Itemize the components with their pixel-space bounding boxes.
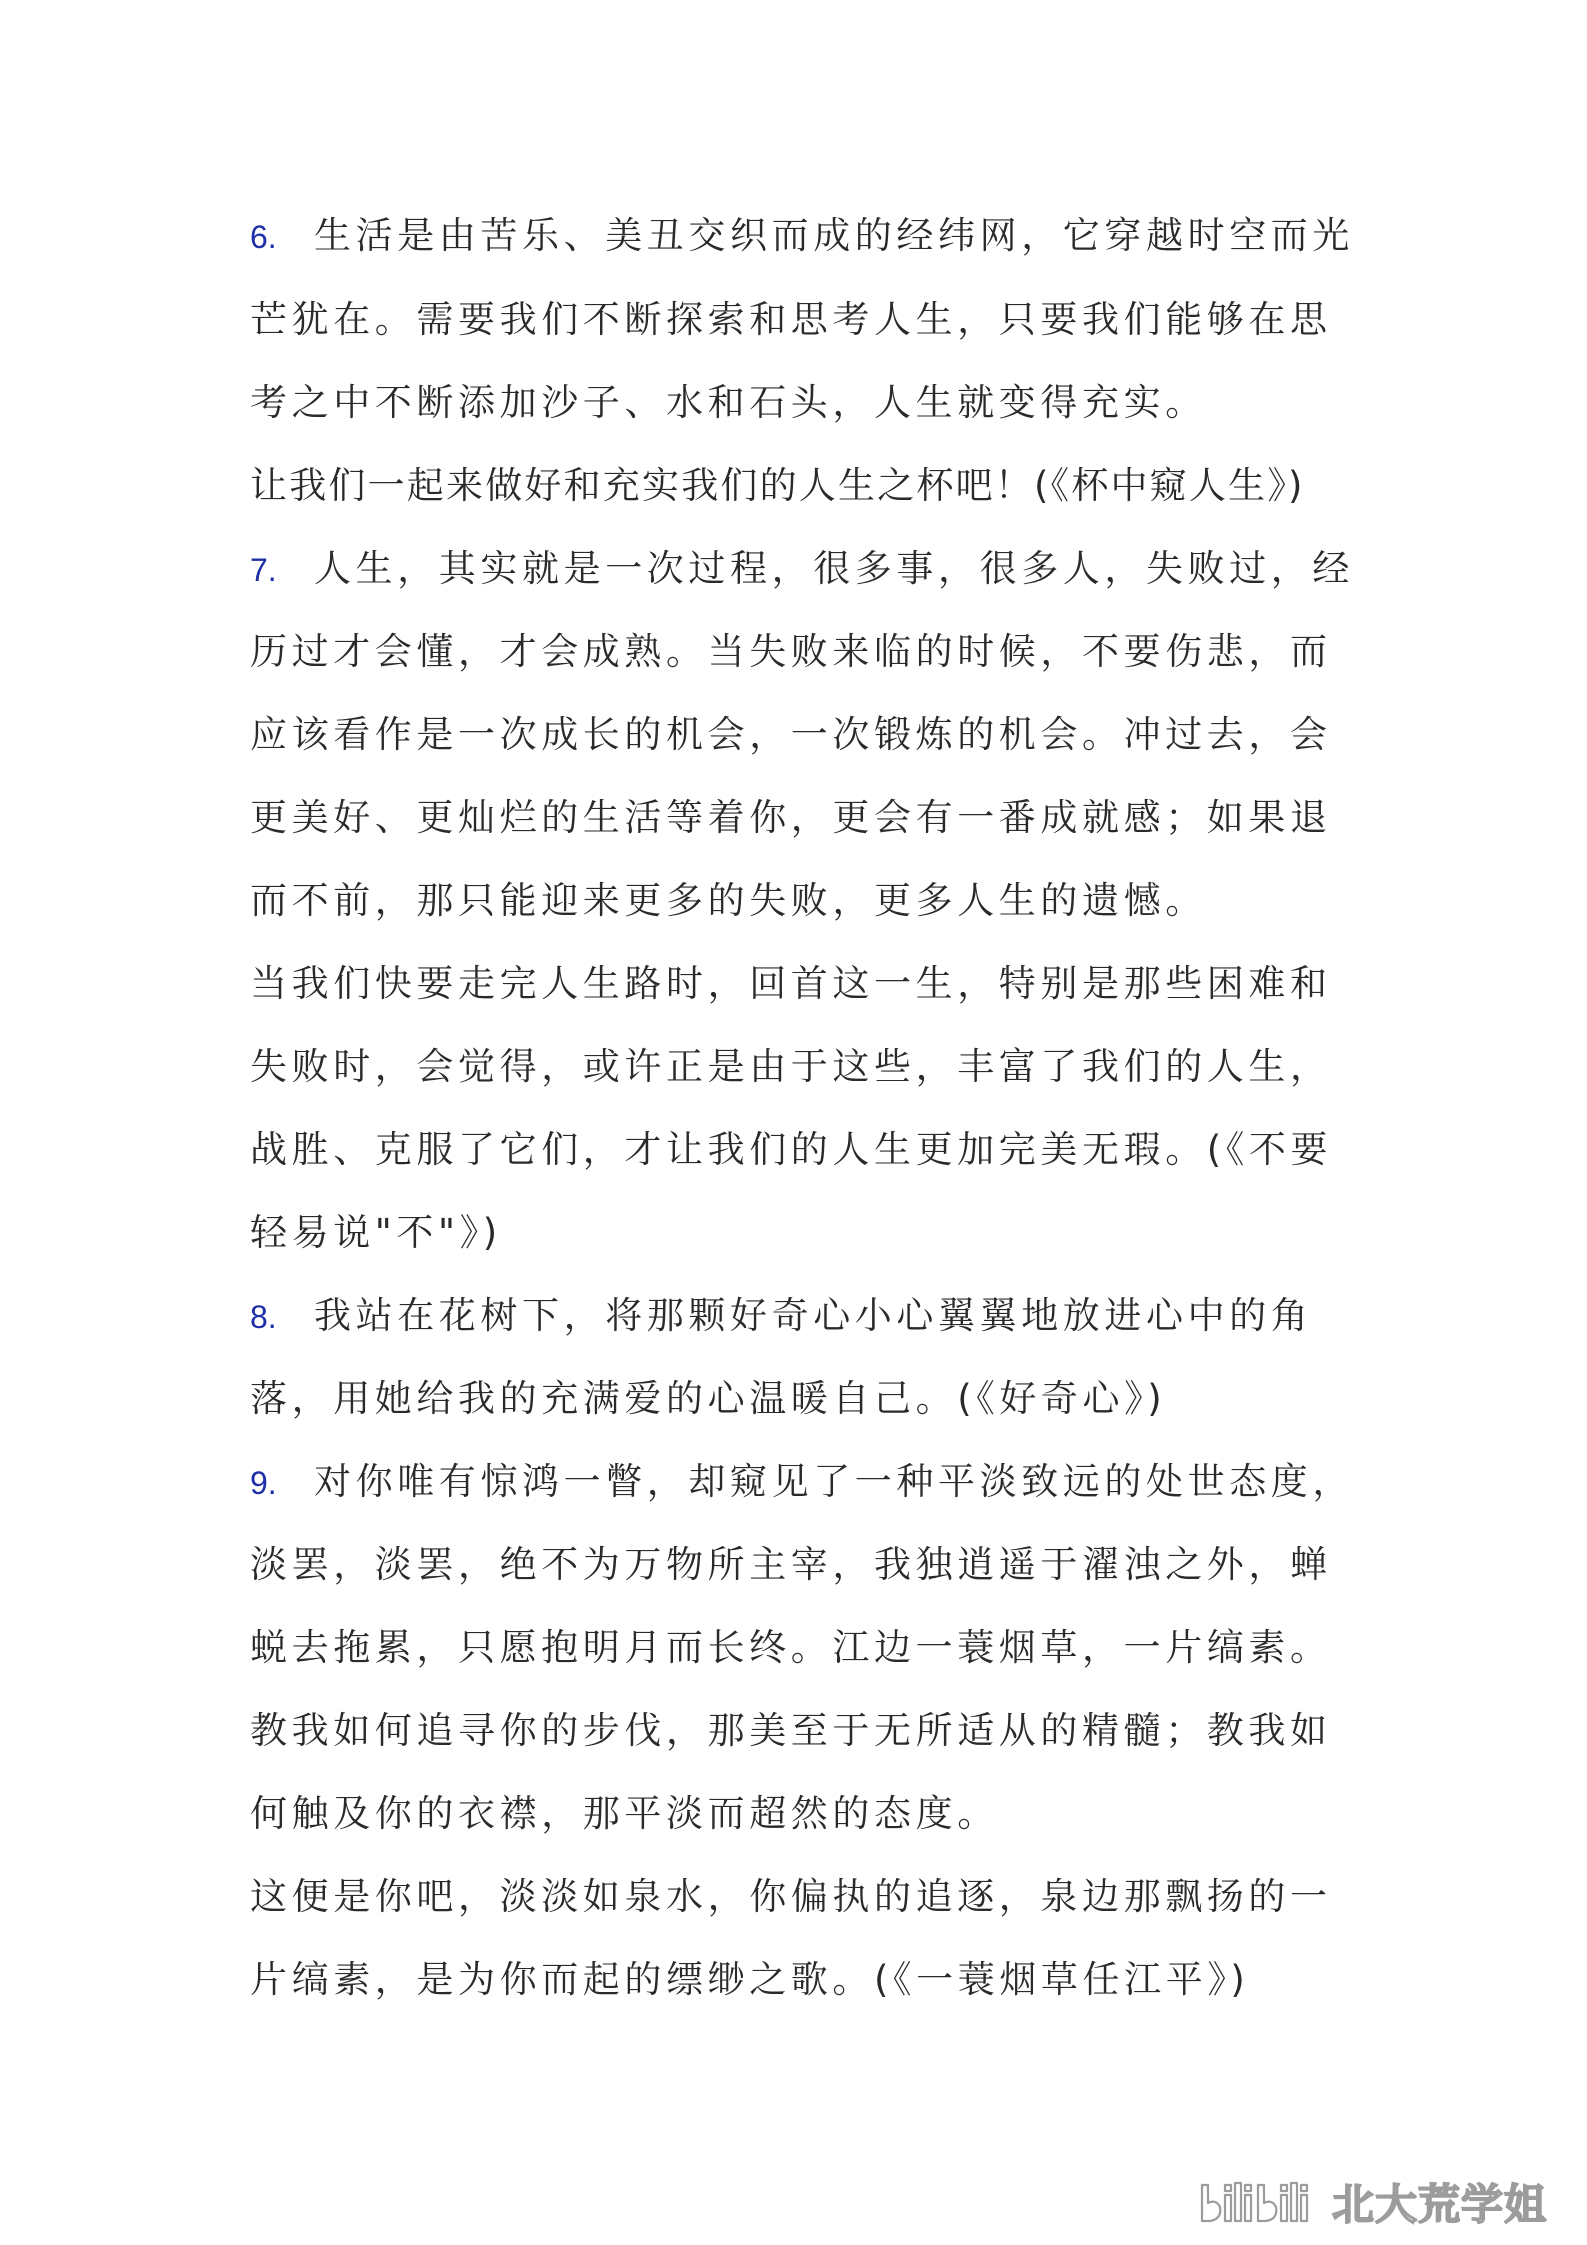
- paragraph-number: 7.: [250, 552, 277, 588]
- paragraph-8-line-2: 落，用她给我的充满爱的心温暖自己。(《好奇心》): [250, 1377, 1167, 1420]
- paragraph-9-line-2: 淡罢，淡罢，绝不为万物所主宰，我独逍遥于濯浊之外，蝉: [250, 1543, 1332, 1586]
- paragraph-text: 人生，其实就是一次过程，很多事，很多人，失败过，经: [314, 547, 1354, 590]
- paragraph-7-line-4: 更美好、更灿烂的生活等着你，更会有一番成就感；如果退: [250, 796, 1332, 839]
- paragraph-text: 生活是由苦乐、美丑交织而成的经纬网，它穿越时空而光: [314, 214, 1354, 257]
- watermark-text: 北大荒学姐: [1332, 2180, 1548, 2229]
- bilibili-logo-icon: [1198, 2177, 1328, 2227]
- paragraph-8-line-1: [250, 1291, 1312, 1341]
- paragraph-7-line-6: 当我们快要走完人生路时，回首这一生，特别是那些困难和: [250, 962, 1332, 1005]
- paragraph-number: 8.: [250, 1299, 277, 1335]
- paragraph-7-line-1: [250, 544, 1354, 594]
- paragraph-7-line-3: 应该看作是一次成长的机会，一次锻炼的机会。冲过去，会: [250, 713, 1332, 756]
- paragraph-7-line-9: 轻易说"不"》): [250, 1211, 502, 1254]
- paragraph-number: 9.: [250, 1465, 277, 1501]
- paragraph-7-line-7: 失败时，会觉得，或许正是由于这些，丰富了我们的人生，: [250, 1045, 1332, 1088]
- paragraph-9-line-5: 何触及你的衣襟，那平淡而超然的态度。: [250, 1792, 999, 1835]
- paragraph-text: 我站在花树下，将那颗好奇心小心翼翼地放进心中的角: [314, 1294, 1313, 1337]
- paragraph-6-line-3: 考之中不断添加沙子、水和石头，人生就变得充实。: [250, 381, 1207, 424]
- paragraph-9-line-3: 蜕去拖累，只愿抱明月而长终。江边一蓑烟草，一片缟素。: [250, 1626, 1332, 1669]
- paragraph-text: 对你唯有惊鸿一瞥，却窥见了一种平淡致远的处世态度，: [314, 1460, 1354, 1503]
- paragraph-7-line-8: 战胜、克服了它们，才让我们的人生更加完美无瑕。(《不要: [250, 1128, 1333, 1171]
- watermark: [1198, 2174, 1547, 2230]
- paragraph-9-line-6: 这便是你吧，淡淡如泉水，你偏执的追逐，泉边那飘扬的一: [250, 1875, 1332, 1918]
- paragraph-9-line-4: 教我如何追寻你的步伐，那美至于无所适从的精髓；教我如: [250, 1709, 1332, 1752]
- paragraph-7-line-5: 而不前，那只能迎来更多的失败，更多人生的遗憾。: [250, 879, 1207, 922]
- paragraph-9-line-1: [250, 1457, 1354, 1507]
- paragraph-6-line-4: 让我们一起来做好和充实我们的人生之杯吧！(《杯中窥人生》): [250, 464, 1305, 507]
- paragraph-9-line-7: 片缟素，是为你而起的缥缈之歌。(《一蓑烟草任江平》): [250, 1958, 1250, 2001]
- paragraph-6-line-2: 芒犹在。需要我们不断探索和思考人生，只要我们能够在思: [250, 298, 1332, 341]
- paragraph-number: 6.: [250, 219, 277, 255]
- paragraph-7-line-2: 历过才会懂，才会成熟。当失败来临的时候，不要伤悲，而: [250, 630, 1332, 673]
- paragraph-6-line-1: [250, 211, 1354, 261]
